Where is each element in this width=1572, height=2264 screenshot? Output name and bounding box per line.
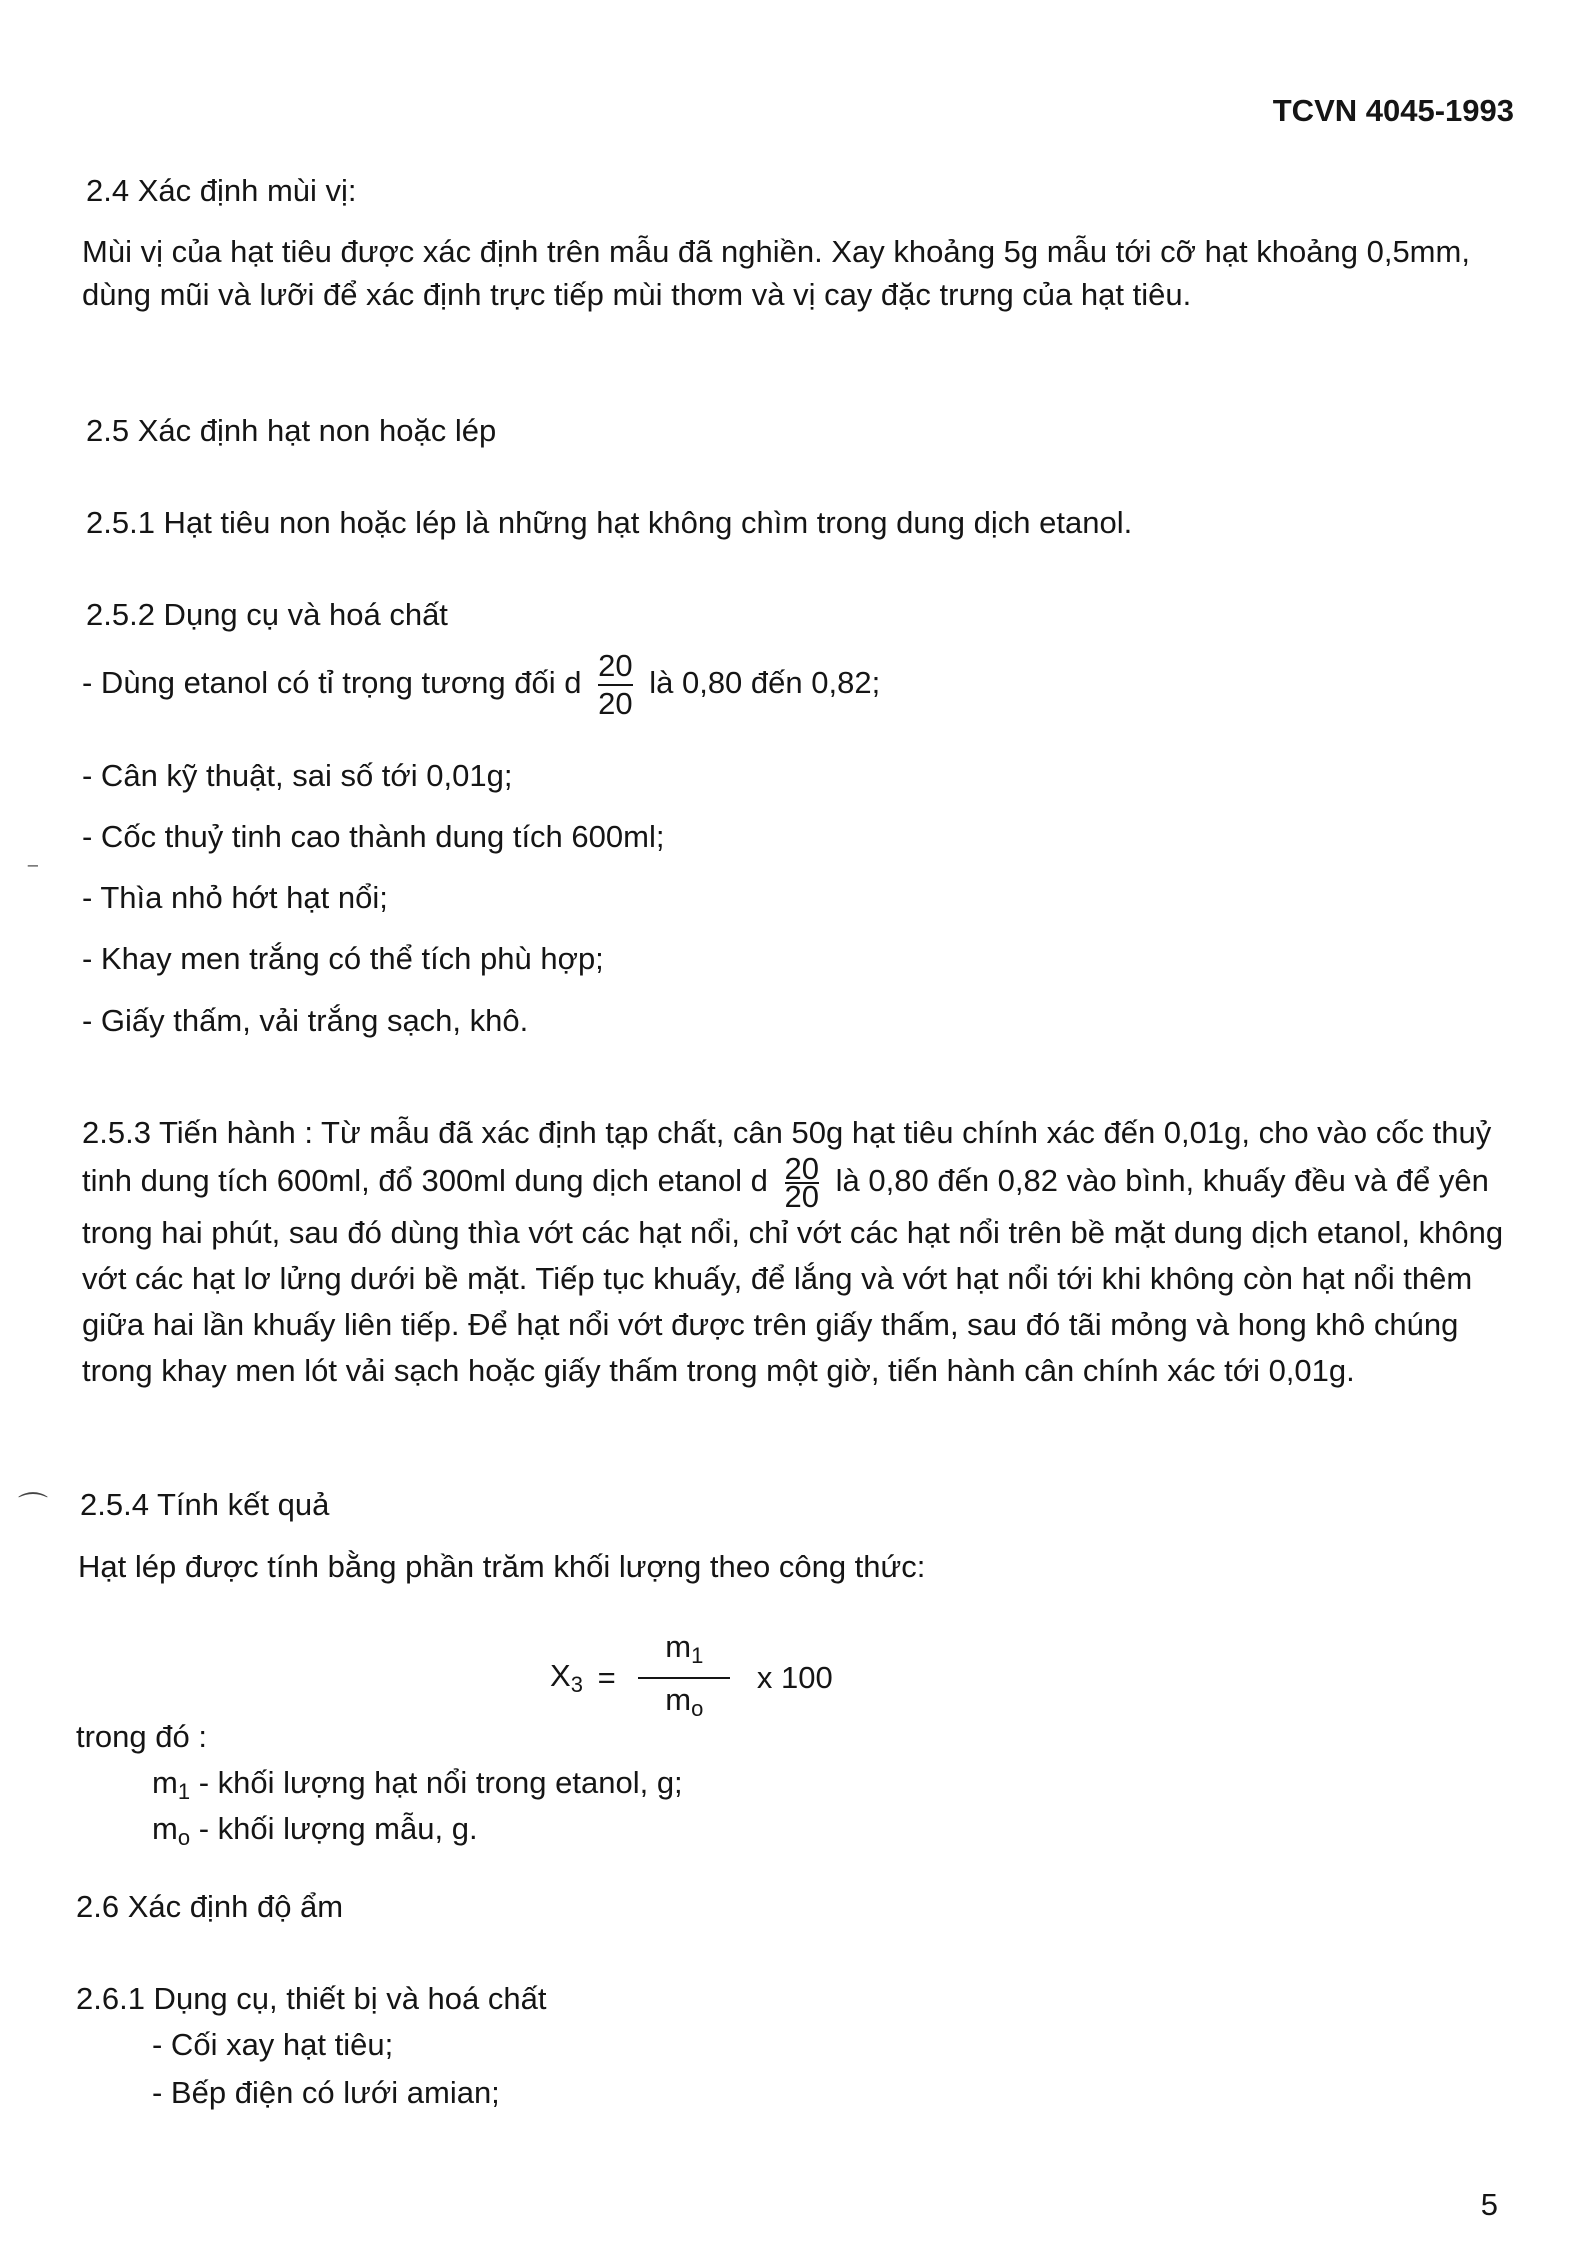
section-2-5-3-text-a: 2.5.3 Tiến hành : Từ mẫu đã xác định tạp chất, cân 50g hạt tiêu chính xác đến 0,01g, cho vào cốc thuỷ tinh dung tích 600ml, đổ 300ml dung dịch etanol d	[82, 1115, 1492, 1199]
etanol-prefix: - Dùng etanol có tỉ trọng tương đối d	[82, 665, 582, 701]
equipment-item: - Cối xay hạt tiêu;	[152, 2027, 394, 2062]
density-denominator: 20	[598, 686, 633, 721]
page-number: 5	[1480, 2187, 1498, 2222]
definition-m1: $m_1$ - khối lượng hạt nổi trong etanol, g;	[152, 1765, 683, 1804]
formula-lhs: $X_3$	[550, 1658, 583, 1698]
equipment-item: - Giấy thấm, vải trắng sạch, khô.	[82, 1003, 529, 1038]
where-label: trong đó :	[76, 1719, 207, 1754]
section-2-4-body: Mùi vị của hạt tiêu được xác định trên mẫu đã nghiền. Xay khoảng 5g mẫu tới cỡ hạt khoảng 0,5mm, dùng mũi và lưỡi để xác định trực tiếp mùi thơm và vị cay đặc trưng của hạt tiêu.	[82, 234, 1470, 312]
section-2-5-3	[82, 1110, 1518, 1394]
section-2-5-1: 2.5.1 Hạt tiêu non hoặc lép là những hạt không chìm trong dung dịch etanol.	[86, 505, 1133, 540]
section-2-6-1-title: 2.6.1 Dụng cụ, thiết bị và hoá chất	[76, 1981, 547, 2016]
density-fraction-2	[784, 1151, 820, 1214]
etanol-line	[82, 648, 880, 722]
equipment-item: - Cốc thuỷ tinh cao thành dung tích 600ml;	[82, 819, 665, 854]
margin-mark: ⁻	[26, 855, 40, 885]
formula-equals: =	[597, 1659, 616, 1695]
density-numerator-2: 20	[784, 1151, 820, 1186]
document-code: TCVN 4045-1993	[1272, 93, 1514, 128]
definition-mo: $m_o$ - khối lượng mẫu, g.	[152, 1811, 478, 1850]
equipment-item: - Bếp điện có lưới amian;	[152, 2075, 500, 2110]
equipment-item: - Cân kỹ thuật, sai số tới 0,01g;	[82, 758, 513, 793]
density-fraction	[598, 648, 632, 722]
formula-multiplier: x 100	[756, 1659, 833, 1695]
section-2-5-3-text-b: là 0,80 đến 0,82 vào bình, khuấy đều và để yên trong hai phút, sau đó dùng thìa vớt các hạt nổi, chỉ vớt các hạt nổi trên bề mặt dung dịch etanol, không vớt các hạt lơ lửng dưới bề mặt. Tiếp tục khuấy, để lắng và vớt hạt nổi tới khi không còn hạt nổi thêm giữa hai lần khuấy liên tiếp. Để hạt nổi vớt được trên giấy thấm, sau đó tãi mỏng và hong khô chúng trong khay men lót vải sạch hoặc giấy thấm trong một giờ, tiến hành cân chính xác tới 0,01g.	[82, 1163, 1504, 1388]
density-numerator: 20	[598, 648, 633, 683]
margin-mark: ⌒	[18, 1492, 48, 1525]
section-2-5-4-title: 2.5.4 Tính kết quả	[80, 1487, 330, 1522]
formula-fraction	[638, 1626, 730, 1730]
formula	[550, 1626, 833, 1730]
density-denominator-2: 20	[784, 1179, 820, 1214]
section-2-5-title: 2.5 Xác định hạt non hoặc lép	[86, 413, 497, 448]
etanol-suffix: là 0,80 đến 0,82;	[649, 665, 881, 701]
section-2-6-title: 2.6 Xác định độ ẩm	[76, 1889, 344, 1924]
equipment-item: - Khay men trắng có thể tích phù hợp;	[82, 941, 604, 976]
formula-denominator: $m_o$	[665, 1682, 704, 1721]
formula-numerator: $m_1$	[665, 1629, 704, 1668]
section-2-5-4-body: Hạt lép được tính bằng phần trăm khối lượng theo công thức:	[78, 1549, 926, 1584]
section-2-5-2-title: 2.5.2 Dụng cụ và hoá chất	[86, 597, 448, 632]
section-2-4-title: 2.4 Xác định mùi vị:	[86, 173, 357, 208]
equipment-item: - Thìa nhỏ hớt hạt nổi;	[82, 880, 388, 915]
